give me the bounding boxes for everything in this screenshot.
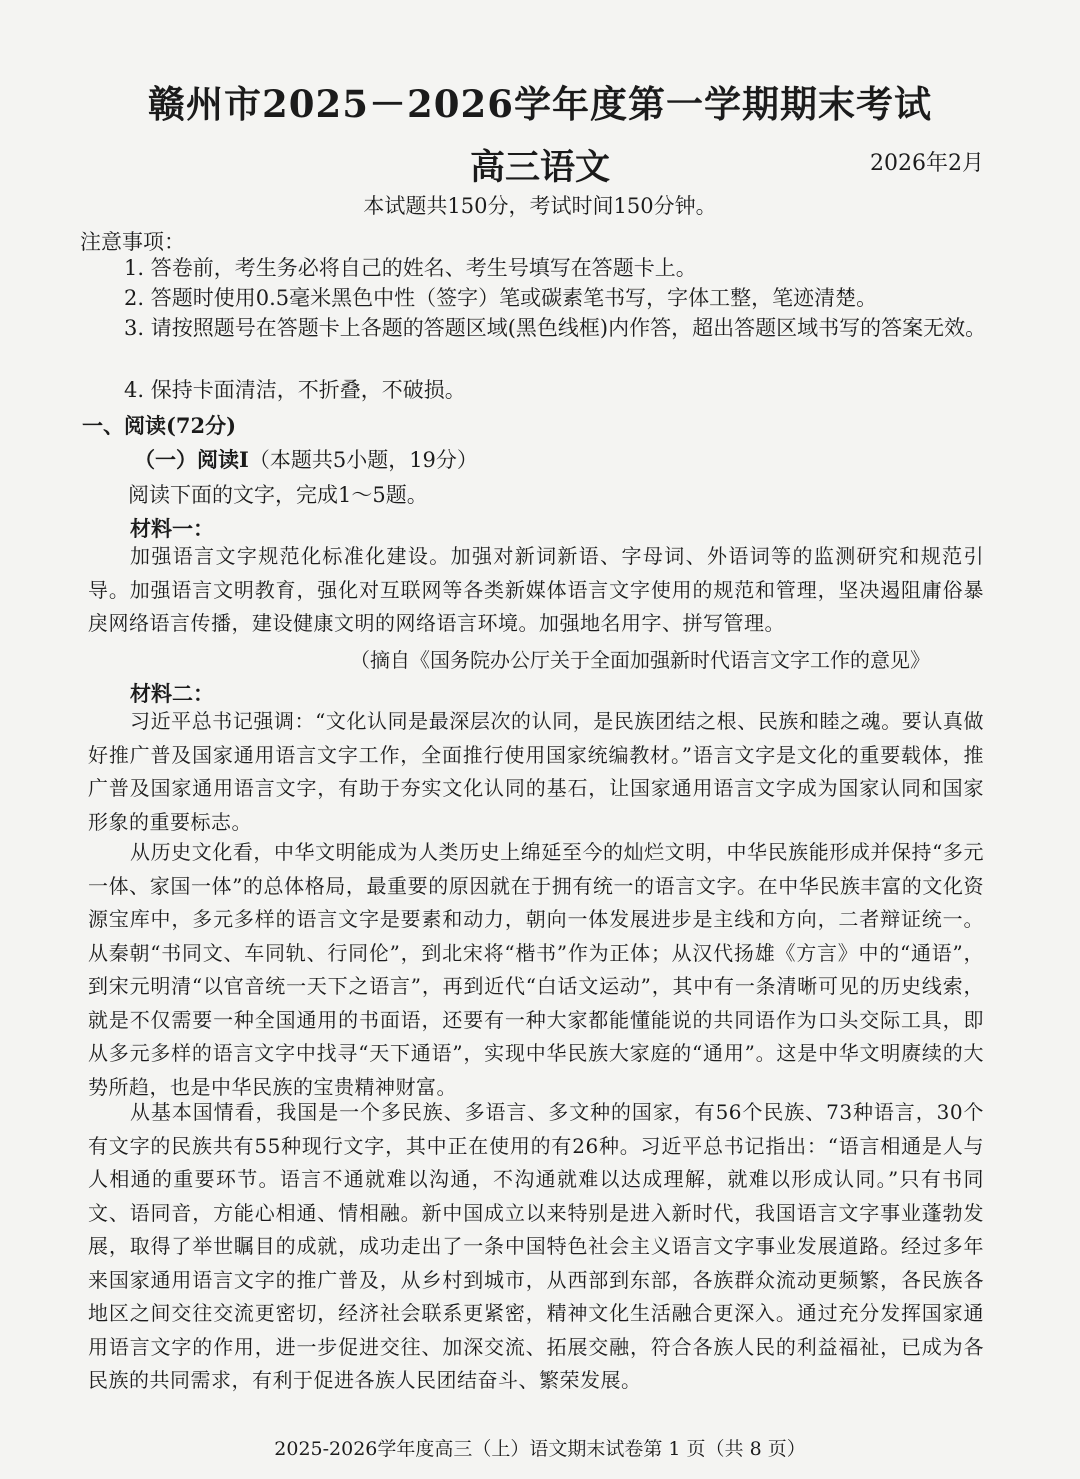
material1-source: （摘自《国务院办公厅关于全面加强新时代语言文字工作的意见》 bbox=[350, 648, 930, 672]
material2-paragraph: 从基本国情看，我国是一个多民族、多语言、多文种的国家，有56个民族、73种语言，30个有文字的民族共有55种现行文字，其中正在使用的有26种。习近平总书记指出：“语言相通是人与人相通的重要环节。语言不通就难以沟通，不沟通就难以达成理解，就难以形成认同。”只有书同文、语同音，方能心相通、情相融。新中国成立以来特别是进入新时代，我国语言文字事业蓬勃发展，取得了举世瞩目的成就，成功走出了一条中国特色社会主义语言文字事业发展道路。经过多年来国家通用语言文字的推广普及，从乡村到城市，从西部到东部，各族群众流动更频繁，各民族各地区之间交往交流更密切，经济社会联系更紧密，精神文化生活融合更深入。通过充分发挥国家通用语言文字的作用，进一步促进交往、加深交流、拓展交融，符合各族人民的利益福祉，已成为各民族的共同需求，有利于促进各族人民团结奋斗、繁荣发展。 bbox=[88, 1100, 984, 1392]
note-item: 4. 保持卡面清洁，不折叠，不破损。 bbox=[124, 378, 466, 402]
exam-date: 2026年2月 bbox=[870, 151, 984, 176]
page-footer: 2025-2026学年度高三（上）语文期末试卷第 1 页（共 8 页） bbox=[274, 1438, 806, 1460]
subsection-note: （本题共5小题，19分） bbox=[248, 448, 478, 472]
material1-text: 加强语言文字规范化标准化建设。加强对新词新语、字母词、外语词等的监测研究和规范引导。加强语言文明教育，强化对互联网等各类新媒体语言文字使用的规范和管理，坚决遏阻庸俗暴戾网络语言传播，建设健康文明的网络语言环境。加强地名用字、拼写管理。 bbox=[88, 544, 984, 635]
note-item: 3. 请按照题号在答题卡上各题的答题区域(黑色线框)内作答，超出答题区域书写的答案无效。 bbox=[124, 316, 987, 340]
subsection-title: （一）阅读Ⅰ bbox=[134, 447, 249, 472]
exam-title: 赣州市2025－2026学年度第一学期期末考试 bbox=[148, 82, 932, 126]
material1-label: 材料一： bbox=[130, 516, 214, 541]
material2-paragraph: 从历史文化看，中华文明能成为人类历史上绵延至今的灿烂文明，中华民族能形成并保持“多元一体、家国一体”的总体格局，最重要的原因就在于拥有统一的语言文字。在中华民族丰富的文化资源宝库中，多元多样的语言文字是要素和动力，朝向一体发展进步是主线和方向，二者辩证统一。从秦朝“书同文、车同轨、行同伦”，到北宋将“楷书”作为正体；从汉代扬雄《方言》中的“通语”，到宋元明清“以官音统一天下之语言”，再到近代“白话文运动”，其中有一条清晰可见的历史线索，就是不仅需要一种全国通用的书面语，还要有一种大家都能懂能说的共同语作为口头交际工具，即从多元多样的语言文字中找寻“天下通语”，实现中华民族大家庭的“通用”。这是中华文明赓续的大势所趋，也是中华民族的宝贵精神财富。 bbox=[88, 840, 984, 1099]
material2-label: 材料二： bbox=[130, 681, 214, 706]
material2-paragraph: 习近平总书记强调：“文化认同是最深层次的认同，是民族团结之根、民族和睦之魂。要认真做好推广普及国家通用语言文字工作，全面推行使用国家统编教材。”语言文字是文化的重要载体，推广普及国家通用语言文字，有助于夯实文化认同的基石，让国家通用语言文字成为国家认同和国家形象的重要标志。 bbox=[88, 709, 984, 834]
notes-title: 注意事项： bbox=[80, 230, 185, 254]
subject-title: 高三语文 bbox=[469, 147, 610, 188]
exam-info: 本试题共150分，考试时间150分钟。 bbox=[363, 194, 717, 218]
subsection-heading bbox=[134, 444, 478, 474]
reading-instruction: 阅读下面的文字，完成1～5题。 bbox=[128, 483, 428, 507]
section-heading: 一、阅读(72分) bbox=[82, 413, 237, 438]
note-item: 1. 答卷前，考生务必将自己的姓名、考生号填写在答题卡上。 bbox=[124, 256, 697, 280]
note-item: 2. 答题时使用0.5毫米黑色中性（签字）笔或碳素笔书写，字体工整，笔迹清楚。 bbox=[124, 286, 878, 310]
